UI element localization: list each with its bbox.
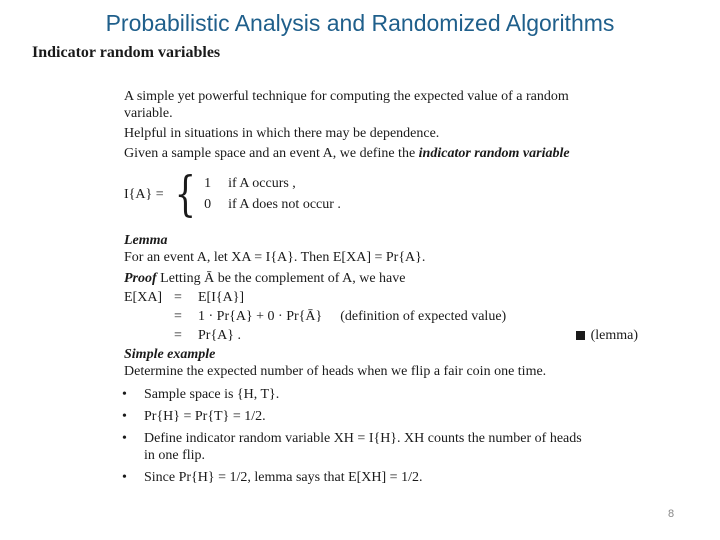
qed-marker bbox=[576, 327, 638, 344]
intro-line-2: variable. bbox=[124, 106, 173, 121]
eq-2-comment: (definition of expected value) bbox=[340, 309, 507, 324]
qed-label: (lemma) bbox=[590, 328, 638, 343]
proof-equation-2 bbox=[124, 308, 644, 325]
section-heading: Indicator random variables bbox=[32, 44, 221, 61]
given-prefix: Given a sample space and an event A, we define the bbox=[124, 146, 419, 161]
slide-content bbox=[124, 88, 644, 491]
case-1-value: 1 bbox=[204, 176, 212, 191]
proof-equation-1 bbox=[124, 289, 644, 306]
helpful-line: Helpful in situations in which there may be dependence. bbox=[124, 126, 440, 141]
eq-1-op: = bbox=[174, 290, 182, 305]
bullet-icon: • bbox=[122, 387, 127, 402]
bullet-icon: • bbox=[122, 470, 127, 485]
case-not-occurs bbox=[204, 196, 341, 213]
proof-label: Proof bbox=[124, 271, 157, 286]
case-2-value: 0 bbox=[204, 197, 212, 212]
proof-line bbox=[124, 270, 644, 287]
intro-line-1: A simple yet powerful technique for computing the expected value of a random bbox=[124, 89, 569, 104]
proof-equation-3 bbox=[124, 327, 638, 344]
example-label: Simple example bbox=[124, 347, 216, 362]
bullet-text-continued: in one flip. bbox=[144, 448, 206, 463]
case-1-condition: if A occurs , bbox=[228, 176, 296, 191]
left-brace-icon: { bbox=[174, 166, 196, 222]
qed-square-icon bbox=[576, 331, 585, 340]
bullet-text: Sample space is {H, T}. bbox=[144, 387, 280, 402]
eq-2-op: = bbox=[174, 309, 182, 324]
lemma-statement: For an event A, let XA = I{A}. Then E[XA] = Pr{A}. bbox=[124, 250, 426, 265]
eq-2-rhs: 1 · Pr{A} + 0 · Pr{Ā} bbox=[198, 309, 323, 324]
list-item bbox=[122, 408, 642, 425]
list-item bbox=[122, 469, 642, 486]
case-occurs bbox=[204, 175, 341, 192]
example-statement: Determine the expected number of heads when we flip a fair coin one time. bbox=[124, 364, 547, 379]
proof-text: Letting Ā be the complement of A, we have bbox=[160, 271, 406, 286]
slide-title: Probabilistic Analysis and Randomized Algorithms bbox=[105, 10, 615, 36]
eq-1-lhs: E[XA] bbox=[124, 290, 163, 305]
lemma-label: Lemma bbox=[124, 233, 168, 248]
bullet-text: Pr{H} = Pr{T} = 1/2. bbox=[144, 409, 266, 424]
list-item bbox=[122, 430, 642, 464]
definition-cases bbox=[204, 175, 341, 213]
case-2-condition: if A does not occur . bbox=[228, 197, 341, 212]
given-line bbox=[124, 145, 644, 162]
page-number: 8 bbox=[668, 508, 675, 520]
example-bullets bbox=[122, 386, 642, 486]
indicator-definition bbox=[124, 166, 644, 222]
bullet-icon: • bbox=[122, 431, 127, 446]
eq-3-op: = bbox=[174, 328, 182, 343]
bullet-text: Define indicator random variable XH = I{H}. XH counts the number of heads bbox=[144, 431, 582, 446]
eq-3-rhs: Pr{A} . bbox=[198, 328, 241, 343]
definition-lhs: I{A} = bbox=[124, 186, 164, 202]
bullet-icon: • bbox=[122, 409, 127, 424]
indicator-term: indicator random variable bbox=[418, 146, 570, 161]
eq-1-rhs: E[I{A}] bbox=[198, 290, 245, 305]
bullet-text: Since Pr{H} = 1/2, lemma says that E[XH] = 1/2. bbox=[144, 470, 423, 485]
list-item bbox=[122, 386, 642, 403]
